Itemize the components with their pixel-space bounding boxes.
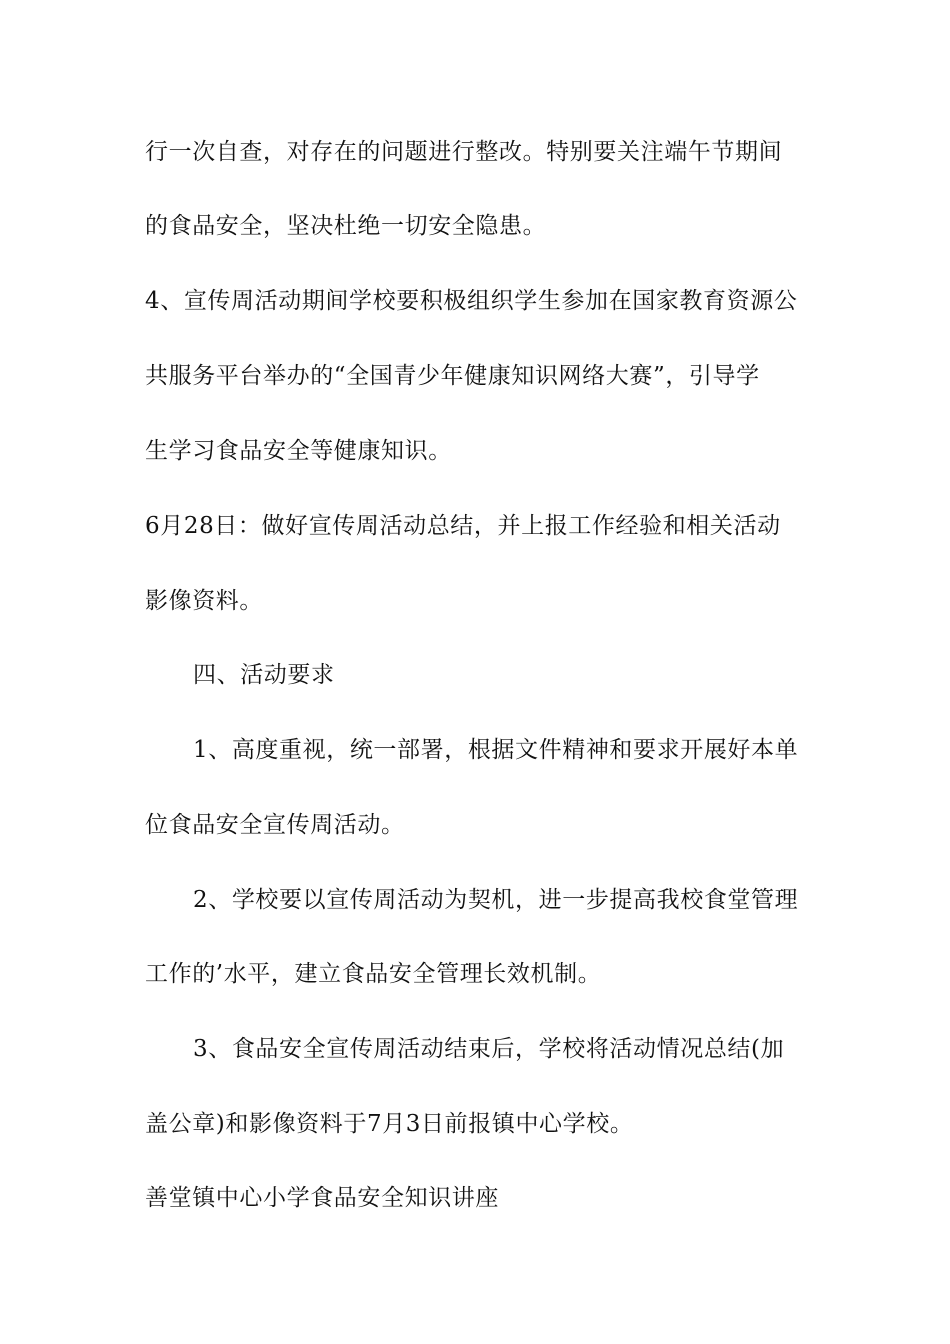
section-title: 善堂镇中心小学食品安全知识讲座	[145, 1185, 499, 1211]
paragraph-line: 工作的’水平，建立食品安全管理长效机制。	[145, 961, 602, 987]
paragraph-line: 2、学校要以宣传周活动为契机，进一步提高我校食堂管理	[193, 887, 799, 913]
paragraph-line: 盖公章)和影像资料于7月3日前报镇中心学校。	[145, 1111, 634, 1137]
paragraph-line: 6月28日：做好宣传周活动总结，并上报工作经验和相关活动	[145, 513, 781, 539]
section-heading: 四、活动要求	[193, 662, 335, 688]
paragraph-line: 共服务平台举办的“全国青少年健康知识网络大赛”，引导学	[145, 363, 760, 389]
paragraph-line: 4、宣传周活动期间学校要积极组织学生参加在国家教育资源公	[145, 288, 798, 314]
paragraph-line: 的食品安全，坚决杜绝一切安全隐患。	[145, 213, 547, 239]
paragraph-line: 行一次自查，对存在的问题进行整改。特别要关注端午节期间	[145, 139, 783, 165]
paragraph-line: 生学习食品安全等健康知识。	[145, 438, 452, 464]
paragraph-line: 位食品安全宣传周活动。	[145, 812, 405, 838]
paragraph-line: 1、高度重视，统一部署，根据文件精神和要求开展好本单	[193, 737, 799, 763]
paragraph-line: 3、食品安全宣传周活动结束后，学校将活动情况总结(加	[193, 1036, 785, 1062]
paragraph-line: 影像资料。	[145, 588, 263, 614]
